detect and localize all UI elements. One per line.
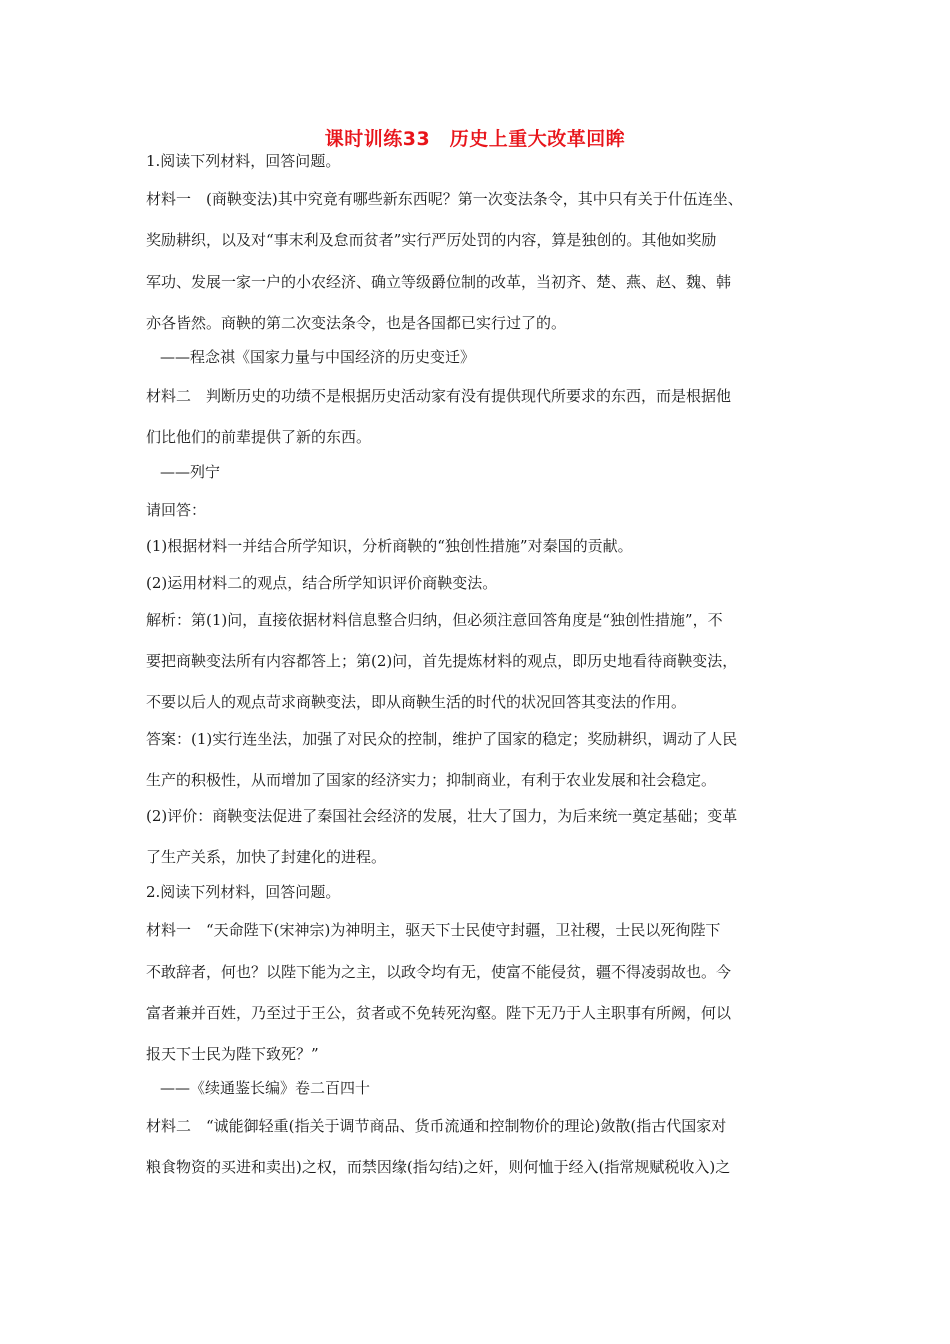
answer-line: 答案：(1)实行连坐法，加强了对民众的控制，维护了国家的稳定；奖励耕织，调动了人民	[146, 730, 738, 748]
text-line: 不敢辞者，何也？以陛下能为之主，以政令均有无，使富不能侵贫，疆不得凌弱故也。今	[146, 963, 732, 981]
source-citation: ——程念祺《国家力量与中国经济的历史变迁》	[160, 348, 476, 366]
question-2-heading: 2.阅读下列材料，回答问题。	[146, 883, 341, 901]
sub-question: (1)根据材料一并结合所学知识，分析商鞅的“独创性措施”对秦国的贡献。	[146, 537, 633, 555]
question-1-heading: 1.阅读下列材料，回答问题。	[146, 152, 341, 170]
text-line: 粮食物资的买进和卖出)之权，而禁因缘(指勾结)之奸，则何恤于经入(指常规赋税收入)之	[146, 1158, 731, 1176]
analysis-line: 不要以后人的观点苛求商鞅变法，即从商鞅生活的时代的状况回答其变法的作用。	[146, 693, 687, 711]
analysis-line: 要把商鞅变法所有内容都答上；第(2)问，首先提炼材料的观点，即历史地看待商鞅变法，	[146, 652, 738, 670]
text-line: 奖励耕织，以及对“事末利及怠而贫者”实行严厉处罚的内容，算是独创的。其他如奖励	[146, 231, 717, 249]
text-line: 们比他们的前辈提供了新的东西。	[146, 428, 372, 446]
text-line: 材料二 判断历史的功绩不是根据历史活动家有没有提供现代所要求的东西，而是根据他	[146, 387, 732, 405]
text-line: 报天下士民为陛下致死？”	[146, 1045, 319, 1063]
answer-line: 了生产关系，加快了封建化的进程。	[146, 848, 387, 866]
answer-line: (2)评价：商鞅变法促进了秦国社会经济的发展，壮大了国力，为后来统一奠定基础；变革	[146, 807, 738, 825]
text-line: 亦各皆然。商鞅的第二次变法条令，也是各国都已实行过了的。	[146, 314, 567, 332]
text-line: 材料一 (商鞅变法)其中究竟有哪些新东西呢？第一次变法条令，其中只有关于什伍连坐、	[146, 190, 743, 208]
document-title: 课时训练33 历史上重大改革回眸	[324, 128, 626, 150]
text-line: 富者兼并百姓，乃至过于王公，贫者或不免转死沟壑。陛下无乃于人主职事有所阙，何以	[146, 1004, 732, 1022]
text-line: 请回答：	[146, 501, 207, 519]
answer-line: 生产的积极性，从而增加了国家的经济实力；抑制商业，有利于农业发展和社会稳定。	[146, 771, 717, 789]
analysis-line: 解析：第(1)问，直接依据材料信息整合归纳，但必须注意回答角度是“独创性措施”，不	[146, 611, 723, 629]
text-line: 材料二 “诚能御轻重(指关于调节商品、货币流通和控制物价的理论)敛散(指古代国家对	[146, 1117, 727, 1135]
source-citation: ——《续通鉴长编》卷二百四十	[160, 1079, 371, 1097]
sub-question: (2)运用材料二的观点，结合所学知识评价商鞅变法。	[146, 574, 498, 592]
source-citation: ——列宁	[160, 463, 221, 481]
text-line: 军功、发展一家一户的小农经济、确立等级爵位制的改革，当初齐、楚、燕、赵、魏、韩	[146, 273, 732, 291]
text-line: 材料一 “天命陛下(宋神宗)为神明主，驱天下士民使守封疆，卫社稷，士民以死徇陛下	[146, 921, 721, 939]
